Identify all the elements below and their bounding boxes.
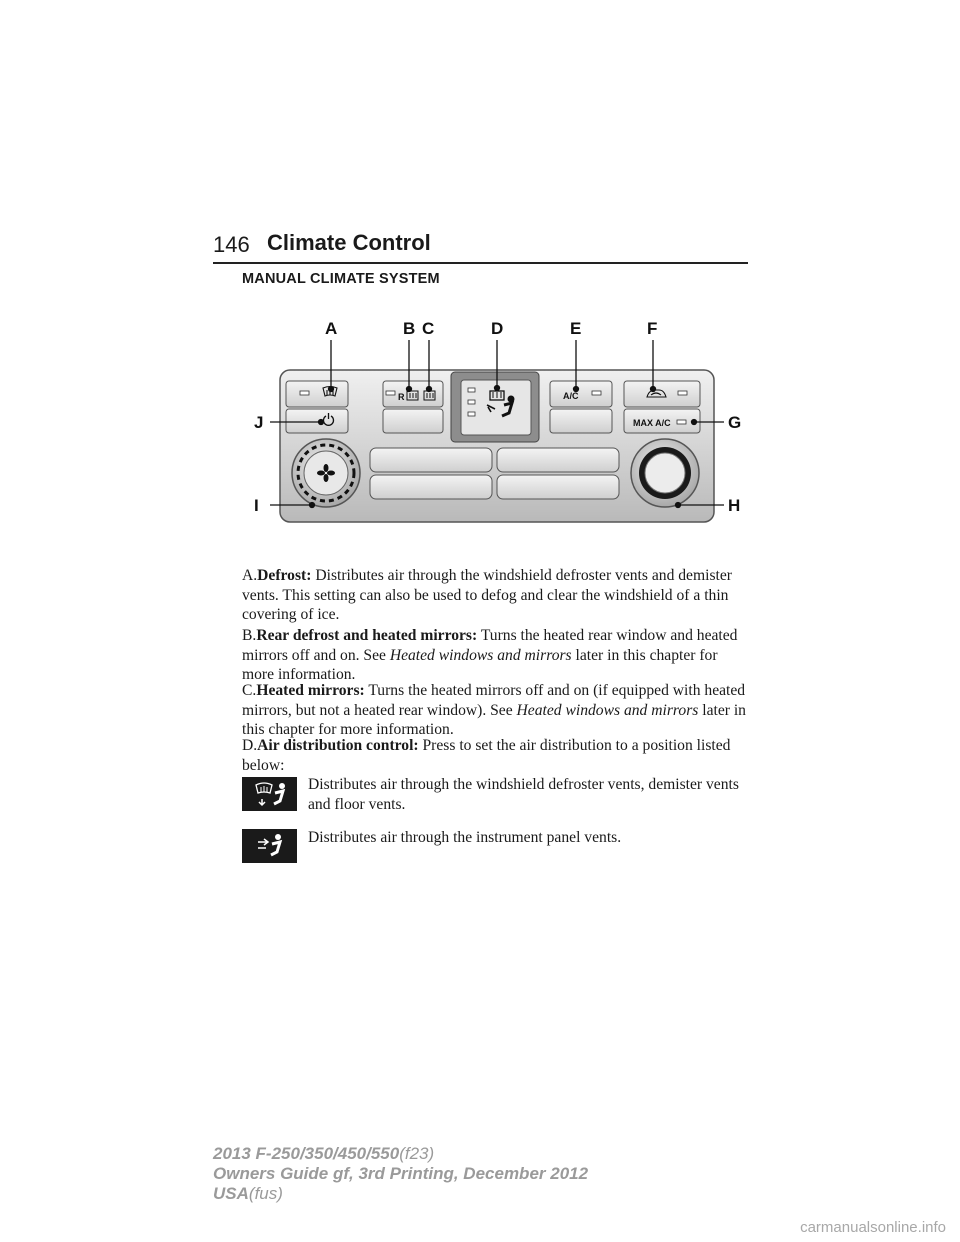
position-2-text: Distributes air through the instrument panel vents. bbox=[308, 829, 622, 846]
callout-h: H bbox=[728, 496, 741, 515]
ac-button bbox=[550, 381, 612, 407]
max-ac-label: MAX A/C bbox=[633, 418, 671, 428]
ac-label: A/C bbox=[563, 391, 579, 401]
panel-vent-icon bbox=[242, 829, 297, 863]
document-footer: 2013 F-250/350/450/550(f23) Owners Guide gf, 3rd Printing, December 2012 USA(fus) bbox=[213, 1144, 589, 1203]
callout-e: E bbox=[570, 319, 582, 338]
callout-i: I bbox=[254, 496, 259, 515]
callout-j: J bbox=[254, 413, 264, 432]
callout-d: D bbox=[491, 319, 504, 338]
callout-g: G bbox=[728, 413, 742, 432]
climate-panel-figure bbox=[240, 310, 750, 535]
chapter-title: Climate Control bbox=[267, 230, 431, 255]
item-d: D.Air distribution control: Press to set the air distribution to a position listed below: bbox=[242, 737, 731, 774]
defrost-floor-icon bbox=[242, 777, 297, 811]
page-number: 146 bbox=[213, 232, 250, 257]
callout-c: C bbox=[422, 319, 435, 338]
position-1-text: Distributes air through the windshield defroster vents, demister vents and floor vents. bbox=[308, 776, 739, 813]
rear-label: R bbox=[398, 392, 405, 402]
item-c: C.Heated mirrors: Turns the heated mirrors off and on (if equipped with heated mirrors, but not a heated rear window). See Heated windows and mirrors later in this chapter for more information. bbox=[242, 682, 746, 739]
callout-a: A bbox=[325, 319, 338, 338]
recirculation-button bbox=[624, 381, 700, 407]
defrost-button bbox=[286, 381, 348, 407]
callout-f: F bbox=[647, 319, 658, 338]
section-title: MANUAL CLIMATE SYSTEM bbox=[242, 271, 440, 287]
watermark: carmanualsonline.info bbox=[800, 1219, 946, 1236]
callout-b: B bbox=[403, 319, 416, 338]
item-b: B.Rear defrost and heated mirrors: Turns the heated rear window and heated mirrors off and on. See Heated windows and mirrors later in this chapter for more information. bbox=[242, 627, 738, 684]
page-header bbox=[213, 228, 748, 264]
power-button bbox=[286, 409, 348, 433]
item-a: A.Defrost: Distributes air through the windshield defroster vents and demister vents. This setting can also be used to defog and clear the windshield of a thin covering of ice. bbox=[242, 567, 732, 624]
